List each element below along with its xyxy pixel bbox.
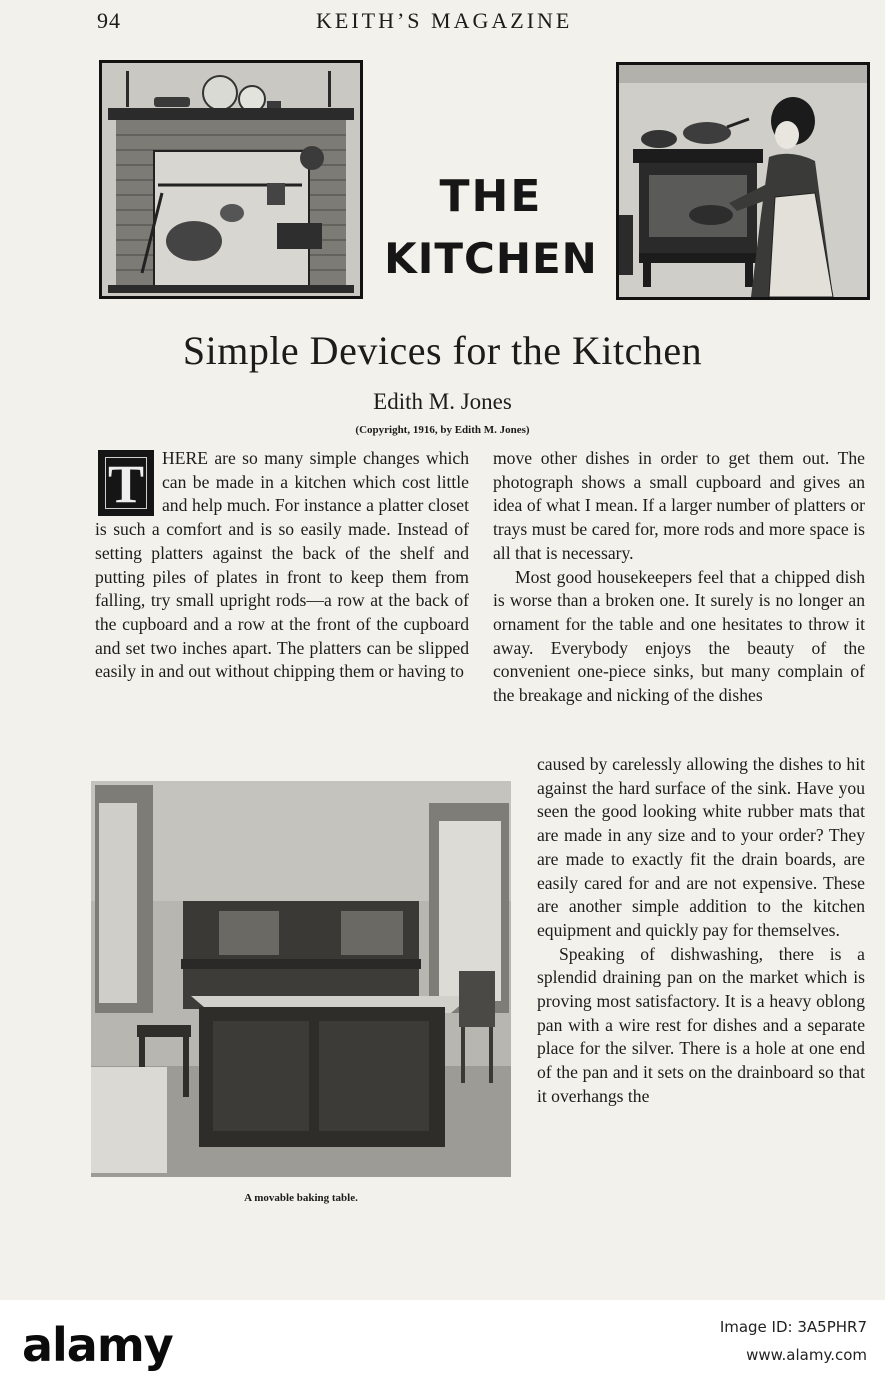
fireplace-hearth-illustration	[99, 60, 363, 299]
paragraph-draining-pan: Speaking of dishwashing, there is a splendid draining pan on the market which is proving most satisfactory. It is a heavy oblong pan with a wire rest for dishes and a separate place for the silver. There is a hole at one end of the pan and it sets on the drainboard so that it overhangs the	[537, 943, 865, 1106]
stock-brand-logo: alamy	[22, 1318, 173, 1372]
baking-table-photograph	[91, 781, 511, 1177]
stock-image-id: Image ID: 3A5PHR7	[719, 1318, 867, 1336]
paragraph-continued: move other dishes in order to get them out. The photograph shows a small cupboard and gives an idea of what I mean. If a larger number of platters or trays must be cared for, more rods and more space is all that is necessary.	[493, 448, 865, 563]
article-column-left	[95, 447, 469, 684]
paragraph-rubber-mats: caused by carelessly allowing the dishes to hit against the hard surface of the sink. Have you seen the good looking white rubber mats that are made in any size and to your order? They are made to exactly fit the drain boards, are easily cared for and are not expensive. These are another simple addition to the kitchen equipment and quickly pay for themselves.	[537, 754, 865, 940]
article-column-right	[493, 447, 865, 708]
page-number: 94	[97, 8, 121, 33]
copyright-notice: (Copyright, 1916, by Edith M. Jones)	[355, 424, 530, 436]
stock-url: www.alamy.com	[746, 1346, 867, 1364]
article-column-right-lower	[537, 753, 865, 1109]
drop-cap-letter: T	[107, 454, 145, 514]
running-head: KEITH’S MAGAZINE	[316, 8, 573, 33]
paragraph-chipped-dish: Most good housekeepers feel that a chipped dish is worse than a broken one. It surely is no longer an ornament for the table and one hesitates to throw it away. Everybody enjoys the beauty of the convenient one-piece sinks, but many complain of the breakage and nicking of the dishes	[493, 566, 865, 706]
article-title: Simple Devices for the Kitchen	[182, 328, 703, 373]
section-title	[380, 166, 602, 290]
drop-cap-ornament	[98, 450, 154, 516]
section-title-line-2: KITCHEN	[384, 234, 598, 283]
woman-at-stove-illustration	[616, 62, 870, 300]
section-title-line-1: THE	[439, 171, 543, 222]
photo-caption: A movable baking table.	[244, 1192, 358, 1204]
article-author: Edith M. Jones	[373, 389, 512, 414]
paragraph-intro: HERE are so many simple changes which can be made in a kitchen which cost little and help much. For instance a platter closet is such a comfort and is so easily made. Instead of setting platters against the back of the shelf and putting piles of plates in front to keep them from falling, try small upright rods—a row at the back of the cupboard and a row at the front of the cupboard and set two inches apart. The platters can be slipped easily in and out without chipping them or having to	[95, 448, 469, 682]
